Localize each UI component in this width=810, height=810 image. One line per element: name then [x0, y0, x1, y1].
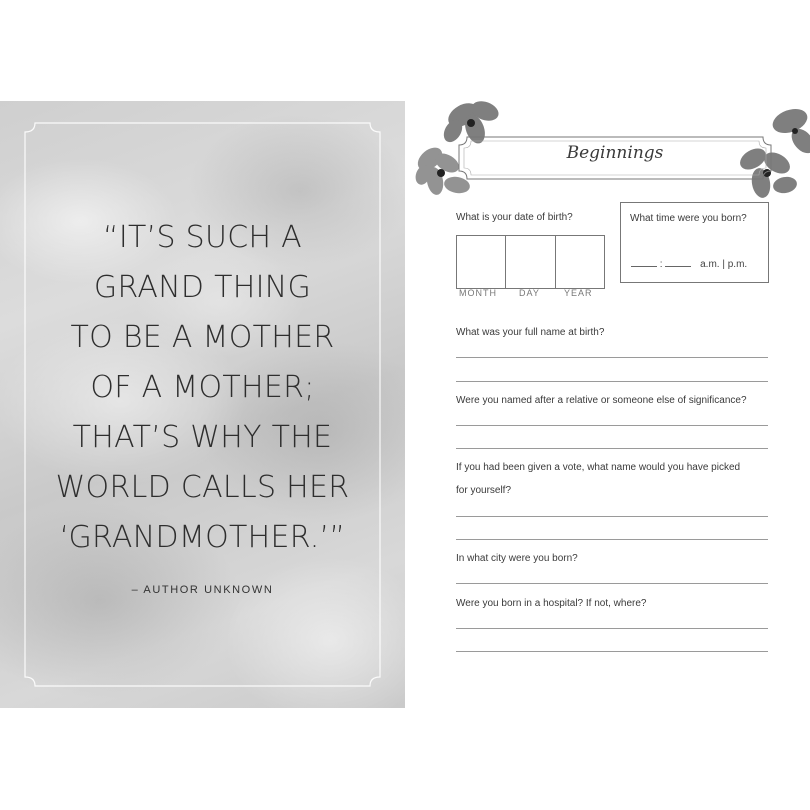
vote-name-question-line2: for yourself? [456, 485, 512, 496]
answer-line[interactable] [456, 628, 768, 629]
answer-line[interactable] [456, 583, 768, 584]
am-pm-label: a.m. | p.m. [700, 259, 748, 270]
named-after-question: Were you named after a relative or someone else of significance? [456, 395, 747, 406]
birth-city-question: In what city were you born? [456, 553, 578, 564]
quote-text: “IT’S SUCH A GRAND THING TO BE A MOTHER OF A MOTHER; THAT’S WHY THE WORLD CALLS HER ‘GRANDMOTHER.’” [55, 220, 350, 555]
answer-line[interactable] [456, 381, 768, 382]
date-of-birth-question: What is your date of birth? [456, 212, 573, 223]
vote-name-question-line1: If you had been given a vote, what name would you have picked [456, 462, 741, 473]
quote-page [0, 101, 405, 708]
month-label: MONTH [459, 288, 497, 298]
answer-line[interactable] [456, 651, 768, 652]
time-of-birth-box[interactable] [620, 202, 769, 283]
answer-line[interactable] [456, 357, 768, 358]
answer-line[interactable] [456, 516, 768, 517]
answer-line[interactable] [456, 448, 768, 449]
date-of-birth-boxes[interactable] [456, 235, 605, 289]
section-title: Beginnings [566, 143, 664, 163]
hospital-question: Were you born in a hospital? If not, where? [456, 598, 647, 609]
hour-blank[interactable] [631, 257, 657, 267]
full-name-question: What was your full name at birth? [456, 327, 605, 338]
answer-line[interactable] [456, 539, 768, 540]
day-box[interactable] [506, 236, 555, 288]
month-box[interactable] [457, 236, 506, 288]
time-separator: : [659, 259, 663, 270]
answer-line[interactable] [456, 425, 768, 426]
year-label: YEAR [564, 288, 593, 298]
minute-blank[interactable] [665, 257, 691, 267]
quote-author: – AUTHOR UNKNOWN [131, 584, 274, 596]
year-box[interactable] [556, 236, 604, 288]
day-label: DAY [519, 288, 540, 298]
form-page [405, 101, 810, 708]
time-fill-in[interactable] [631, 257, 747, 270]
time-of-birth-question: What time were you born? [630, 213, 747, 224]
